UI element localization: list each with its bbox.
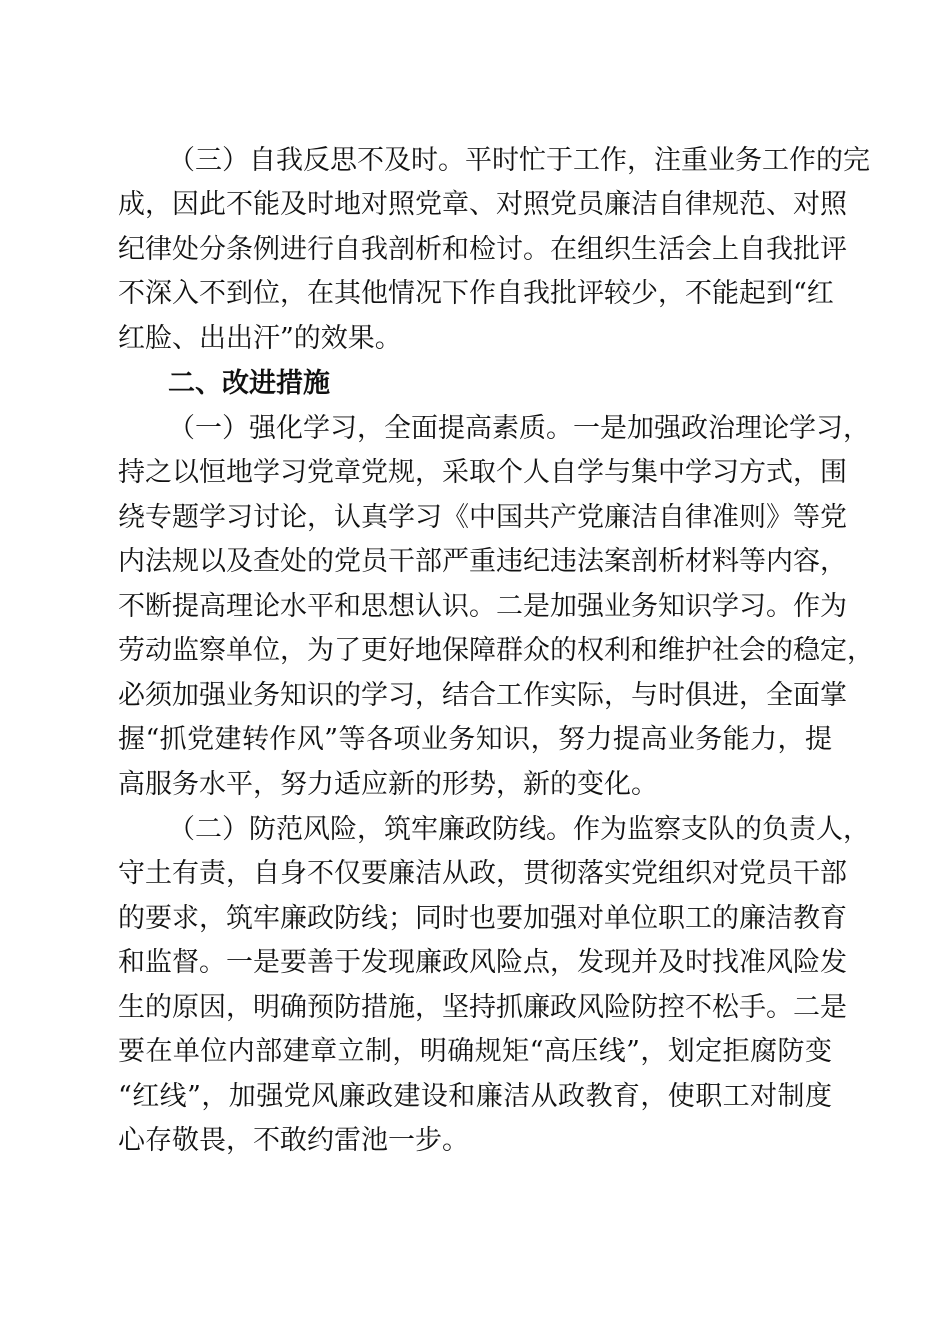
measure-1-line-9: 高服务水平，努力适应新的形势，新的变化。: [118, 769, 658, 800]
measure-2-line-3: 的要求，筑牢廉政防线；同时也要加强对单位职工的廉洁教育: [118, 903, 847, 934]
measure-2-line-1: （二）防范风险，筑牢廉政防线。作为监察支队的负责人，: [168, 814, 870, 845]
paragraph-3-line-5: 红脸、出出汗”的效果。: [118, 323, 402, 354]
measure-1-line-8: 握“抓党建转作风”等各项业务知识，努力提高业务能力，提: [118, 724, 832, 755]
measure-2-line-4: 和监督。一是要善于发现廉政风险点，发现并及时找准风险发: [118, 947, 847, 978]
paragraph-3-line-4: 不深入不到位，在其他情况下作自我批评较少，不能起到“红: [118, 278, 834, 309]
paragraph-3-line-3: 纪律处分条例进行自我剖析和检讨。在组织生活会上自我批评: [118, 234, 847, 265]
measure-1-line-6: 劳动监察单位，为了更好地保障群众的权利和维护社会的稳定，: [118, 635, 874, 666]
measure-1-line-1: （一）强化学习，全面提高素质。一是加强政治理论学习，: [168, 413, 870, 444]
measure-2-line-5: 生的原因，明确预防措施，坚持抓廉政风险防控不松手。二是: [118, 992, 847, 1023]
paragraph-3-line-1: （三）自我反思不及时。平时忙于工作，注重业务工作的完: [168, 145, 870, 176]
measure-1-line-2: 持之以恒地学习党章党规，采取个人自学与集中学习方式，围: [118, 457, 847, 488]
measure-1-line-7: 必须加强业务知识的学习，结合工作实际，与时俱进，全面掌: [118, 680, 847, 711]
measure-1-line-4: 内法规以及查处的党员干部严重违纪违法案剖析材料等内容，: [118, 546, 847, 577]
measure-1-line-5: 不断提高理论水平和思想认识。二是加强业务知识学习。作为: [118, 591, 847, 622]
measure-2-line-2: 守土有责，自身不仅要廉洁从政，贯彻落实党组织对党员干部: [118, 858, 847, 889]
measure-1-line-3: 绕专题学习讨论，认真学习《中国共产党廉洁自律准则》等党: [118, 502, 847, 533]
measure-2-line-8: 心存敬畏，不敢约雷池一步。: [118, 1125, 469, 1156]
measure-2-line-7: “红线”，加强党风廉政建设和廉洁从政教育，使职工对制度: [118, 1081, 832, 1112]
paragraph-3-line-2: 成，因此不能及时地对照党章、对照党员廉洁自律规范、对照: [118, 189, 847, 220]
section-heading: 二、改进措施: [168, 368, 330, 399]
measure-2-line-6: 要在单位内部建章立制，明确规矩“高压线”，划定拒腐防变: [118, 1036, 832, 1067]
